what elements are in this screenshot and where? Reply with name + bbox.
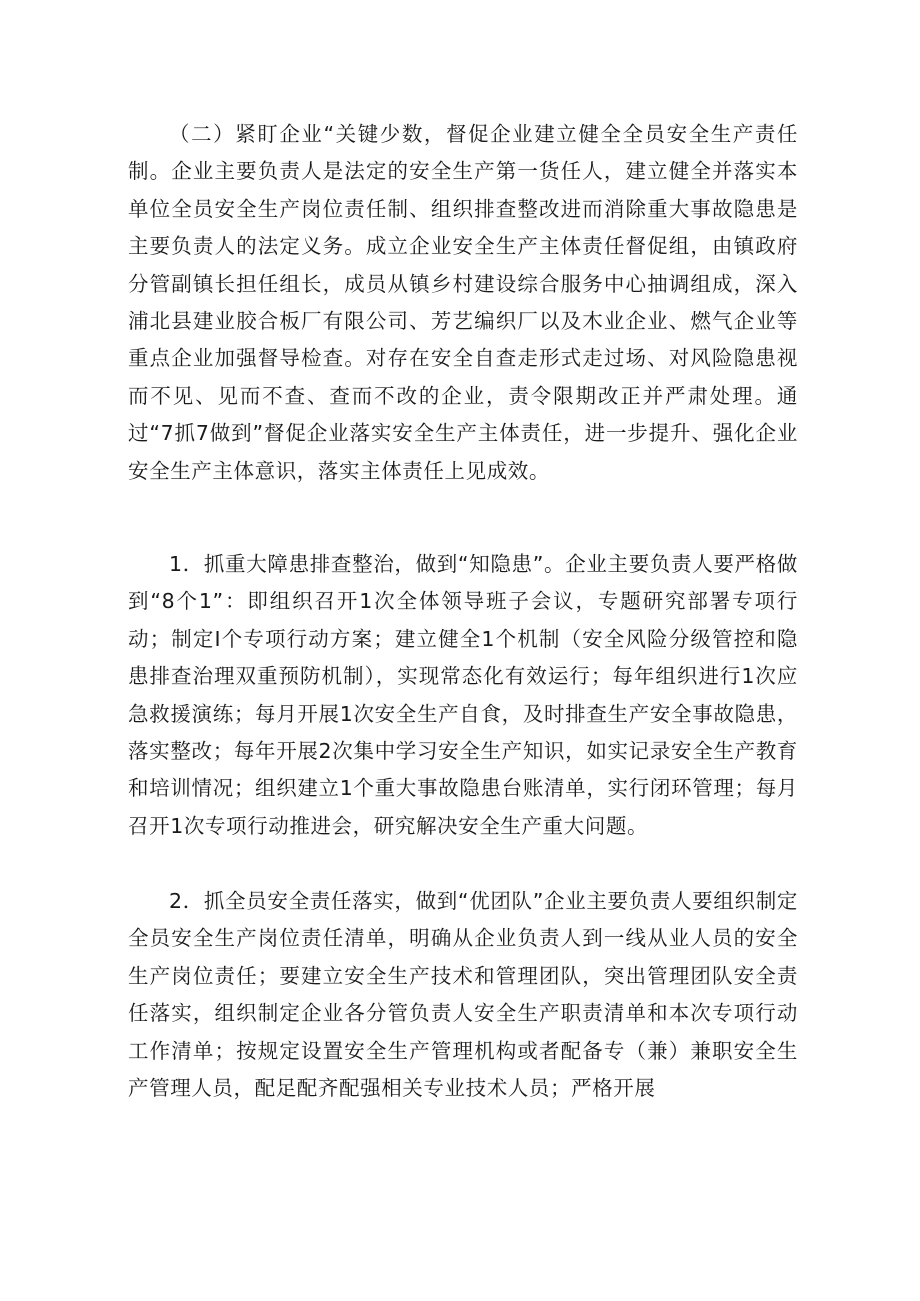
paragraph-hazard-investigation: 1．抓重大障患排查整治，做到“知隐患”。企业主要负责人要严格做到“8个1”：即组织召开1次全体领导班子会议，专题研究部署专项行动；制定I个专项行动方案；建立健全1个机制（安全风险分级管控和隐患排查治理双重预防机制），实现常态化有效运行；每年组织进行1次应急救援演练；每月开展1次安全生产自食，及时排查生产安全事故隐患，落实整改；每年开展2次集中学习安全生产知识，如实记录安全生产教育和培训情况；组织建立1个重大事故隐患台账清单，实行闭环管理；每月召开1次专项行动推进会，研究解决安全生产重大问题。: [128, 552, 798, 838]
paragraph-key-minority: （二）紧盯企业“关键少数，督促企业建立健全全员安全生产责任制。企业主要负责人是法定的安全生产第一货任人，建立健全并落实本单位全员安全生产岗位责任制、组织排查整改进而消除重大事故隐患是主要负责人的法定义务。成立企业安全生产主体责任督促组，由镇政府分管副镇长担任组长，成员从镇乡村建设综合服务中心抽调组成，深入浦北县建业胶合板厂有限公司、芳艺编织厂以及木业企业、燃气企业等重点企业加强督导检查。对存在安全自查走形式走过场、对风险隐患视而不见、见而不查、查而不改的企业，责令限期改正并严肃处理。通过“7抓7做到”督促企业落实安全生产主体责任，进一步提升、强化企业安全生产主体意识，落实主体责任上见成效。: [128, 122, 798, 483]
paragraph-staff-responsibility: 2．抓全员安全责任落实，做到“优团队”企业主要负责人要组织制定全员安全生产岗位责任清单，明确从企业负责人到一线从业人员的安全生产岗位责任；要建立安全生产技术和管理团队，突出管理团队安全责任落实，组织制定企业各分管负责人安全生产职责清单和本次专项行动工作清单；按规定设置安全生产管理机构或者配备专（兼）兼职安全生产管理人员，配足配齐配强相关专业技术人员；严格开展: [128, 889, 798, 1101]
